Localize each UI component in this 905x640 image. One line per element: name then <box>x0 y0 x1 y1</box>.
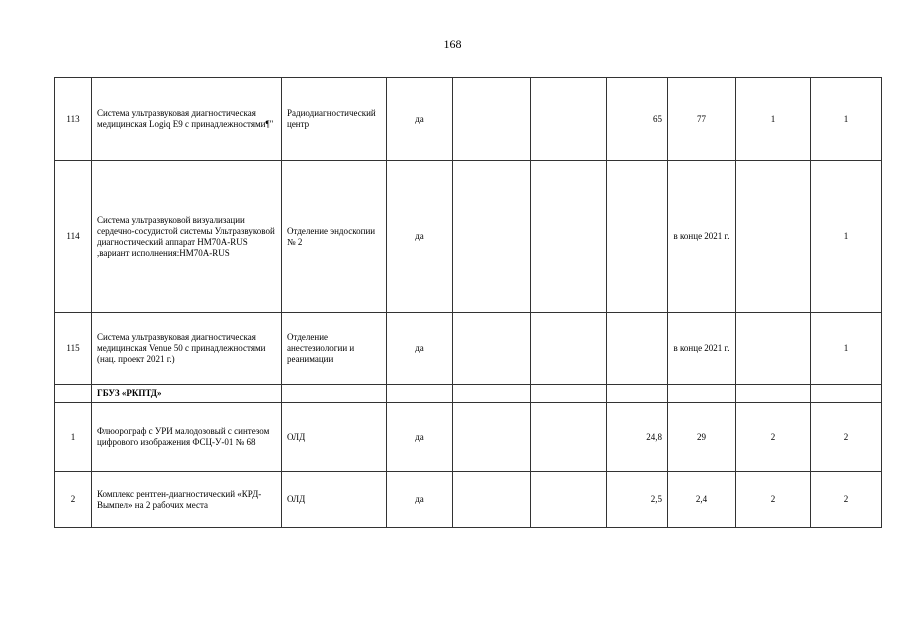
table-row <box>55 313 882 385</box>
equipment-name: Система ультразвуковая диагностическая медицинская Venue 50 с принадлежностями (нац. проект 2021 г.) <box>92 313 282 385</box>
value-cell <box>453 313 531 385</box>
equipment-name: Комплекс рентген-диагностический «КРД-Вымпел» на 2 рабочих места <box>92 472 282 528</box>
value-cell: 77 <box>668 78 736 161</box>
value-cell <box>453 78 531 161</box>
value-cell <box>531 472 607 528</box>
page-number: 168 <box>443 37 462 51</box>
department: Отделение эндоскопии № 2 <box>282 161 387 313</box>
value-cell: 1 <box>811 161 882 313</box>
value-cell: 24,8 <box>607 403 668 472</box>
department: Радиодиагностический центр <box>282 78 387 161</box>
row-number: 114 <box>55 161 92 313</box>
value-cell: в конце 2021 г. <box>668 313 736 385</box>
value-cell: 65 <box>607 78 668 161</box>
value-cell <box>531 403 607 472</box>
value-cell: 1 <box>736 78 811 161</box>
value-cell: в конце 2021 г. <box>668 161 736 313</box>
flag-cell: да <box>387 472 453 528</box>
department: ОЛД <box>282 472 387 528</box>
flag-cell: да <box>387 78 453 161</box>
equipment-table <box>54 77 882 528</box>
table-row <box>55 403 882 472</box>
value-cell: 1 <box>811 78 882 161</box>
department: Отделение анестезиологии и реанимации <box>282 313 387 385</box>
value-cell: 2,4 <box>668 472 736 528</box>
flag-cell: да <box>387 403 453 472</box>
equipment-name: Флюорограф с УРИ малодозовый с синтезом цифрового изображения ФСЦ-У-01 № 68 <box>92 403 282 472</box>
value-cell <box>453 472 531 528</box>
section-title: ГБУЗ «РКПТД» <box>92 385 282 403</box>
value-cell: 1 <box>811 313 882 385</box>
table-row <box>55 161 882 313</box>
equipment-name: Система ультразвуковой визуализации сердечно-сосудистой системы Ультразвуковой диагностический аппарат HM70A-RUS ,вариант исполнения:HM70A-RUS <box>92 161 282 313</box>
value-cell <box>736 161 811 313</box>
flag-cell: да <box>387 161 453 313</box>
department: ОЛД <box>282 403 387 472</box>
row-number: 2 <box>55 472 92 528</box>
value-cell <box>531 78 607 161</box>
table-row <box>55 78 882 161</box>
value-cell <box>531 161 607 313</box>
value-cell <box>607 161 668 313</box>
section-spacer <box>55 385 92 403</box>
value-cell: 2 <box>736 472 811 528</box>
value-cell: 2 <box>811 403 882 472</box>
value-cell <box>453 403 531 472</box>
row-number: 113 <box>55 78 92 161</box>
value-cell <box>453 161 531 313</box>
table-row <box>55 472 882 528</box>
value-cell: 29 <box>668 403 736 472</box>
value-cell: 2 <box>811 472 882 528</box>
flag-cell: да <box>387 313 453 385</box>
value-cell: 2,5 <box>607 472 668 528</box>
row-number: 115 <box>55 313 92 385</box>
value-cell <box>607 313 668 385</box>
value-cell <box>736 313 811 385</box>
row-number: 1 <box>55 403 92 472</box>
value-cell <box>531 313 607 385</box>
equipment-name: Система ультразвуковая диагностическая медицинская Logiq E9 с принадлежностями¶" <box>92 78 282 161</box>
section-row <box>55 385 882 403</box>
value-cell: 2 <box>736 403 811 472</box>
